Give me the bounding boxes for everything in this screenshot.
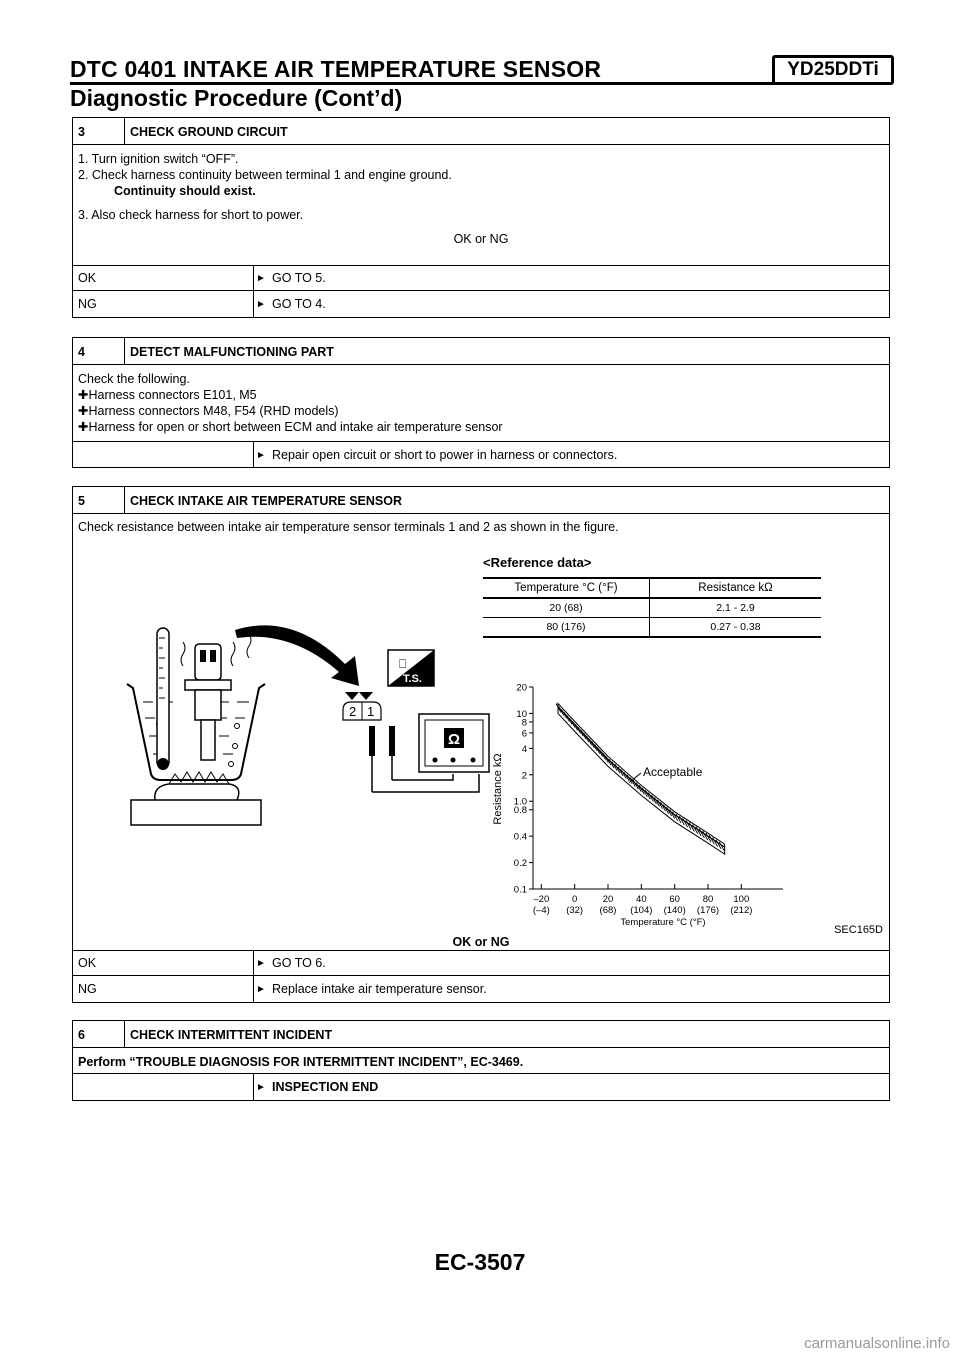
x-tick-label: 60 bbox=[669, 894, 680, 905]
watermark: carmanualsonline.info bbox=[804, 1335, 950, 1352]
meter-symbol-icon: ⎕ bbox=[399, 657, 407, 671]
step-4-header bbox=[73, 338, 889, 365]
step-5-body bbox=[73, 514, 889, 951]
x-tick-label: 100 bbox=[733, 894, 750, 905]
step-4-body bbox=[73, 365, 889, 442]
x-axis-label: Temperature °C (°F) bbox=[620, 917, 706, 928]
result-ok-row bbox=[73, 951, 889, 976]
y-tick-label: 8 bbox=[521, 717, 527, 729]
result-row bbox=[73, 442, 889, 468]
step-5-box bbox=[72, 486, 890, 1003]
bullet-item: ✚Harness for open or short between ECM and intake air temperature sensor bbox=[78, 420, 503, 434]
x-tick-label: 40 bbox=[636, 894, 647, 905]
step-6-body: Perform “TROUBLE DIAGNOSIS FOR INTERMITTENT INCIDENT”, EC-3469. bbox=[73, 1048, 889, 1074]
table-cell: 0.27 - 0.38 bbox=[710, 621, 761, 633]
y-tick-label: 20 bbox=[516, 682, 527, 694]
arrow-right-icon: ► bbox=[253, 291, 268, 317]
y-tick-label: 4 bbox=[521, 743, 527, 755]
acceptable-annotation: Acceptable bbox=[643, 765, 703, 779]
step-3-header bbox=[73, 118, 889, 145]
x-tick-label-f: (68) bbox=[599, 905, 617, 916]
sensor-test-illustration bbox=[123, 614, 461, 839]
page-number: EC-3507 bbox=[434, 1249, 526, 1275]
bullet-icon: ✚ bbox=[78, 420, 89, 434]
table-header: Temperature °C (°F) bbox=[483, 578, 650, 598]
arrow-right-icon: ► bbox=[253, 442, 268, 468]
table-cell: 2.1 - 2.9 bbox=[716, 602, 755, 614]
x-tick-label: 0 bbox=[572, 894, 578, 905]
result-ok-row bbox=[73, 266, 889, 291]
y-tick-label: 2 bbox=[521, 770, 527, 782]
result-row bbox=[73, 1074, 889, 1100]
reference-data-table bbox=[483, 577, 821, 638]
y-tick-label: 0.4 bbox=[513, 831, 527, 843]
y-tick-label: 1.0 bbox=[513, 796, 527, 808]
result-label: OK bbox=[78, 956, 97, 970]
ts-label: T.S. bbox=[403, 673, 422, 685]
x-tick-label-f: (140) bbox=[663, 905, 686, 916]
result-action: GO TO 4. bbox=[272, 297, 326, 311]
step-title: CHECK INTAKE AIR TEMPERATURE SENSOR bbox=[130, 494, 403, 508]
instruction-line: Check the following. bbox=[78, 372, 190, 386]
instruction-line: 2. Check harness continuity between terminal 1 and engine ground. bbox=[78, 168, 452, 182]
arrow-right-icon: ► bbox=[253, 266, 268, 290]
x-tick-label: –20 bbox=[533, 894, 550, 905]
y-tick-label: 0.2 bbox=[513, 858, 527, 870]
y-tick-label: 10 bbox=[516, 708, 527, 720]
bullet-icon: ✚ bbox=[78, 388, 89, 402]
terminal-2-label: 2 bbox=[349, 704, 357, 719]
ok-or-ng-label: OK or NG bbox=[452, 935, 510, 949]
reference-data-title: <Reference data> bbox=[483, 555, 592, 570]
figure-code: SEC165D bbox=[834, 924, 883, 936]
step-6-box bbox=[72, 1020, 890, 1101]
result-label: NG bbox=[78, 982, 97, 996]
y-tick-label: 0.1 bbox=[513, 884, 527, 896]
bullet-icon: ✚ bbox=[78, 404, 89, 418]
bullet-item: ✚Harness connectors M48, F54 (RHD models) bbox=[78, 404, 339, 418]
step-title: CHECK GROUND CIRCUIT bbox=[130, 125, 288, 139]
step-number: 3 bbox=[73, 118, 125, 144]
ohm-icon: Ω bbox=[448, 731, 461, 748]
page-title: DTC 0401 INTAKE AIR TEMPERATURE SENSOR bbox=[70, 56, 602, 82]
instruction-line: 1. Turn ignition switch “OFF”. bbox=[78, 152, 239, 166]
y-tick-label: 6 bbox=[521, 728, 527, 740]
step-3-body bbox=[73, 145, 889, 266]
step-title: CHECK INTERMITTENT INCIDENT bbox=[130, 1028, 333, 1042]
result-label: NG bbox=[78, 297, 97, 311]
step-5-header bbox=[73, 487, 889, 514]
result-action: Repair open circuit or short to power in harness or connectors. bbox=[272, 448, 618, 462]
arrow-right-icon: ► bbox=[253, 951, 268, 975]
result-label: OK bbox=[78, 271, 97, 285]
x-tick-label-f: (32) bbox=[566, 905, 584, 916]
result-action: INSPECTION END bbox=[272, 1080, 379, 1094]
step-3-box bbox=[72, 117, 890, 318]
y-tick-label: 0.8 bbox=[513, 805, 527, 817]
result-action: GO TO 6. bbox=[272, 956, 326, 970]
instruction-line: 3. Also check harness for short to power. bbox=[78, 208, 304, 222]
x-tick-label-f: (176) bbox=[696, 905, 720, 916]
instruction-line: Check resistance between intake air temperature sensor terminals 1 and 2 as shown in the figure. bbox=[78, 520, 619, 534]
table-header: Resistance kΩ bbox=[698, 582, 773, 594]
terminal-1-label: 1 bbox=[367, 704, 375, 719]
result-ng-row bbox=[73, 291, 889, 317]
table-cell: 20 (68) bbox=[483, 598, 650, 618]
step-number: 4 bbox=[73, 338, 125, 364]
step-title: DETECT MALFUNCTIONING PART bbox=[130, 345, 334, 359]
result-action: Replace intake air temperature sensor. bbox=[272, 982, 487, 996]
x-tick-label: 80 bbox=[702, 894, 714, 905]
x-tick-label-f: (104) bbox=[630, 905, 653, 916]
step-number: 5 bbox=[73, 487, 125, 513]
step-4-box bbox=[72, 337, 890, 468]
ok-or-ng-label: OK or NG bbox=[453, 232, 509, 246]
engine-model-badge: YD25DDTi bbox=[772, 55, 894, 85]
table-cell: 80 (176) bbox=[483, 618, 650, 638]
resistance-chart bbox=[483, 679, 863, 939]
page-subtitle: Diagnostic Procedure (Cont’d) bbox=[70, 85, 403, 111]
step-number: 6 bbox=[73, 1021, 125, 1047]
spec-line: Continuity should exist. bbox=[114, 184, 256, 198]
x-tick-label-f: (–4) bbox=[532, 905, 550, 916]
y-axis-label: Resistance kΩ bbox=[492, 753, 504, 825]
step-6-header bbox=[73, 1021, 889, 1048]
x-tick-label-f: (212) bbox=[730, 905, 753, 916]
x-tick-label: 20 bbox=[602, 894, 614, 905]
bullet-item: ✚Harness connectors E101, M5 bbox=[78, 388, 257, 402]
arrow-right-icon: ► bbox=[253, 1074, 268, 1100]
result-ng-row bbox=[73, 976, 889, 1002]
arrow-right-icon: ► bbox=[253, 976, 268, 1002]
result-action: GO TO 5. bbox=[272, 271, 326, 285]
